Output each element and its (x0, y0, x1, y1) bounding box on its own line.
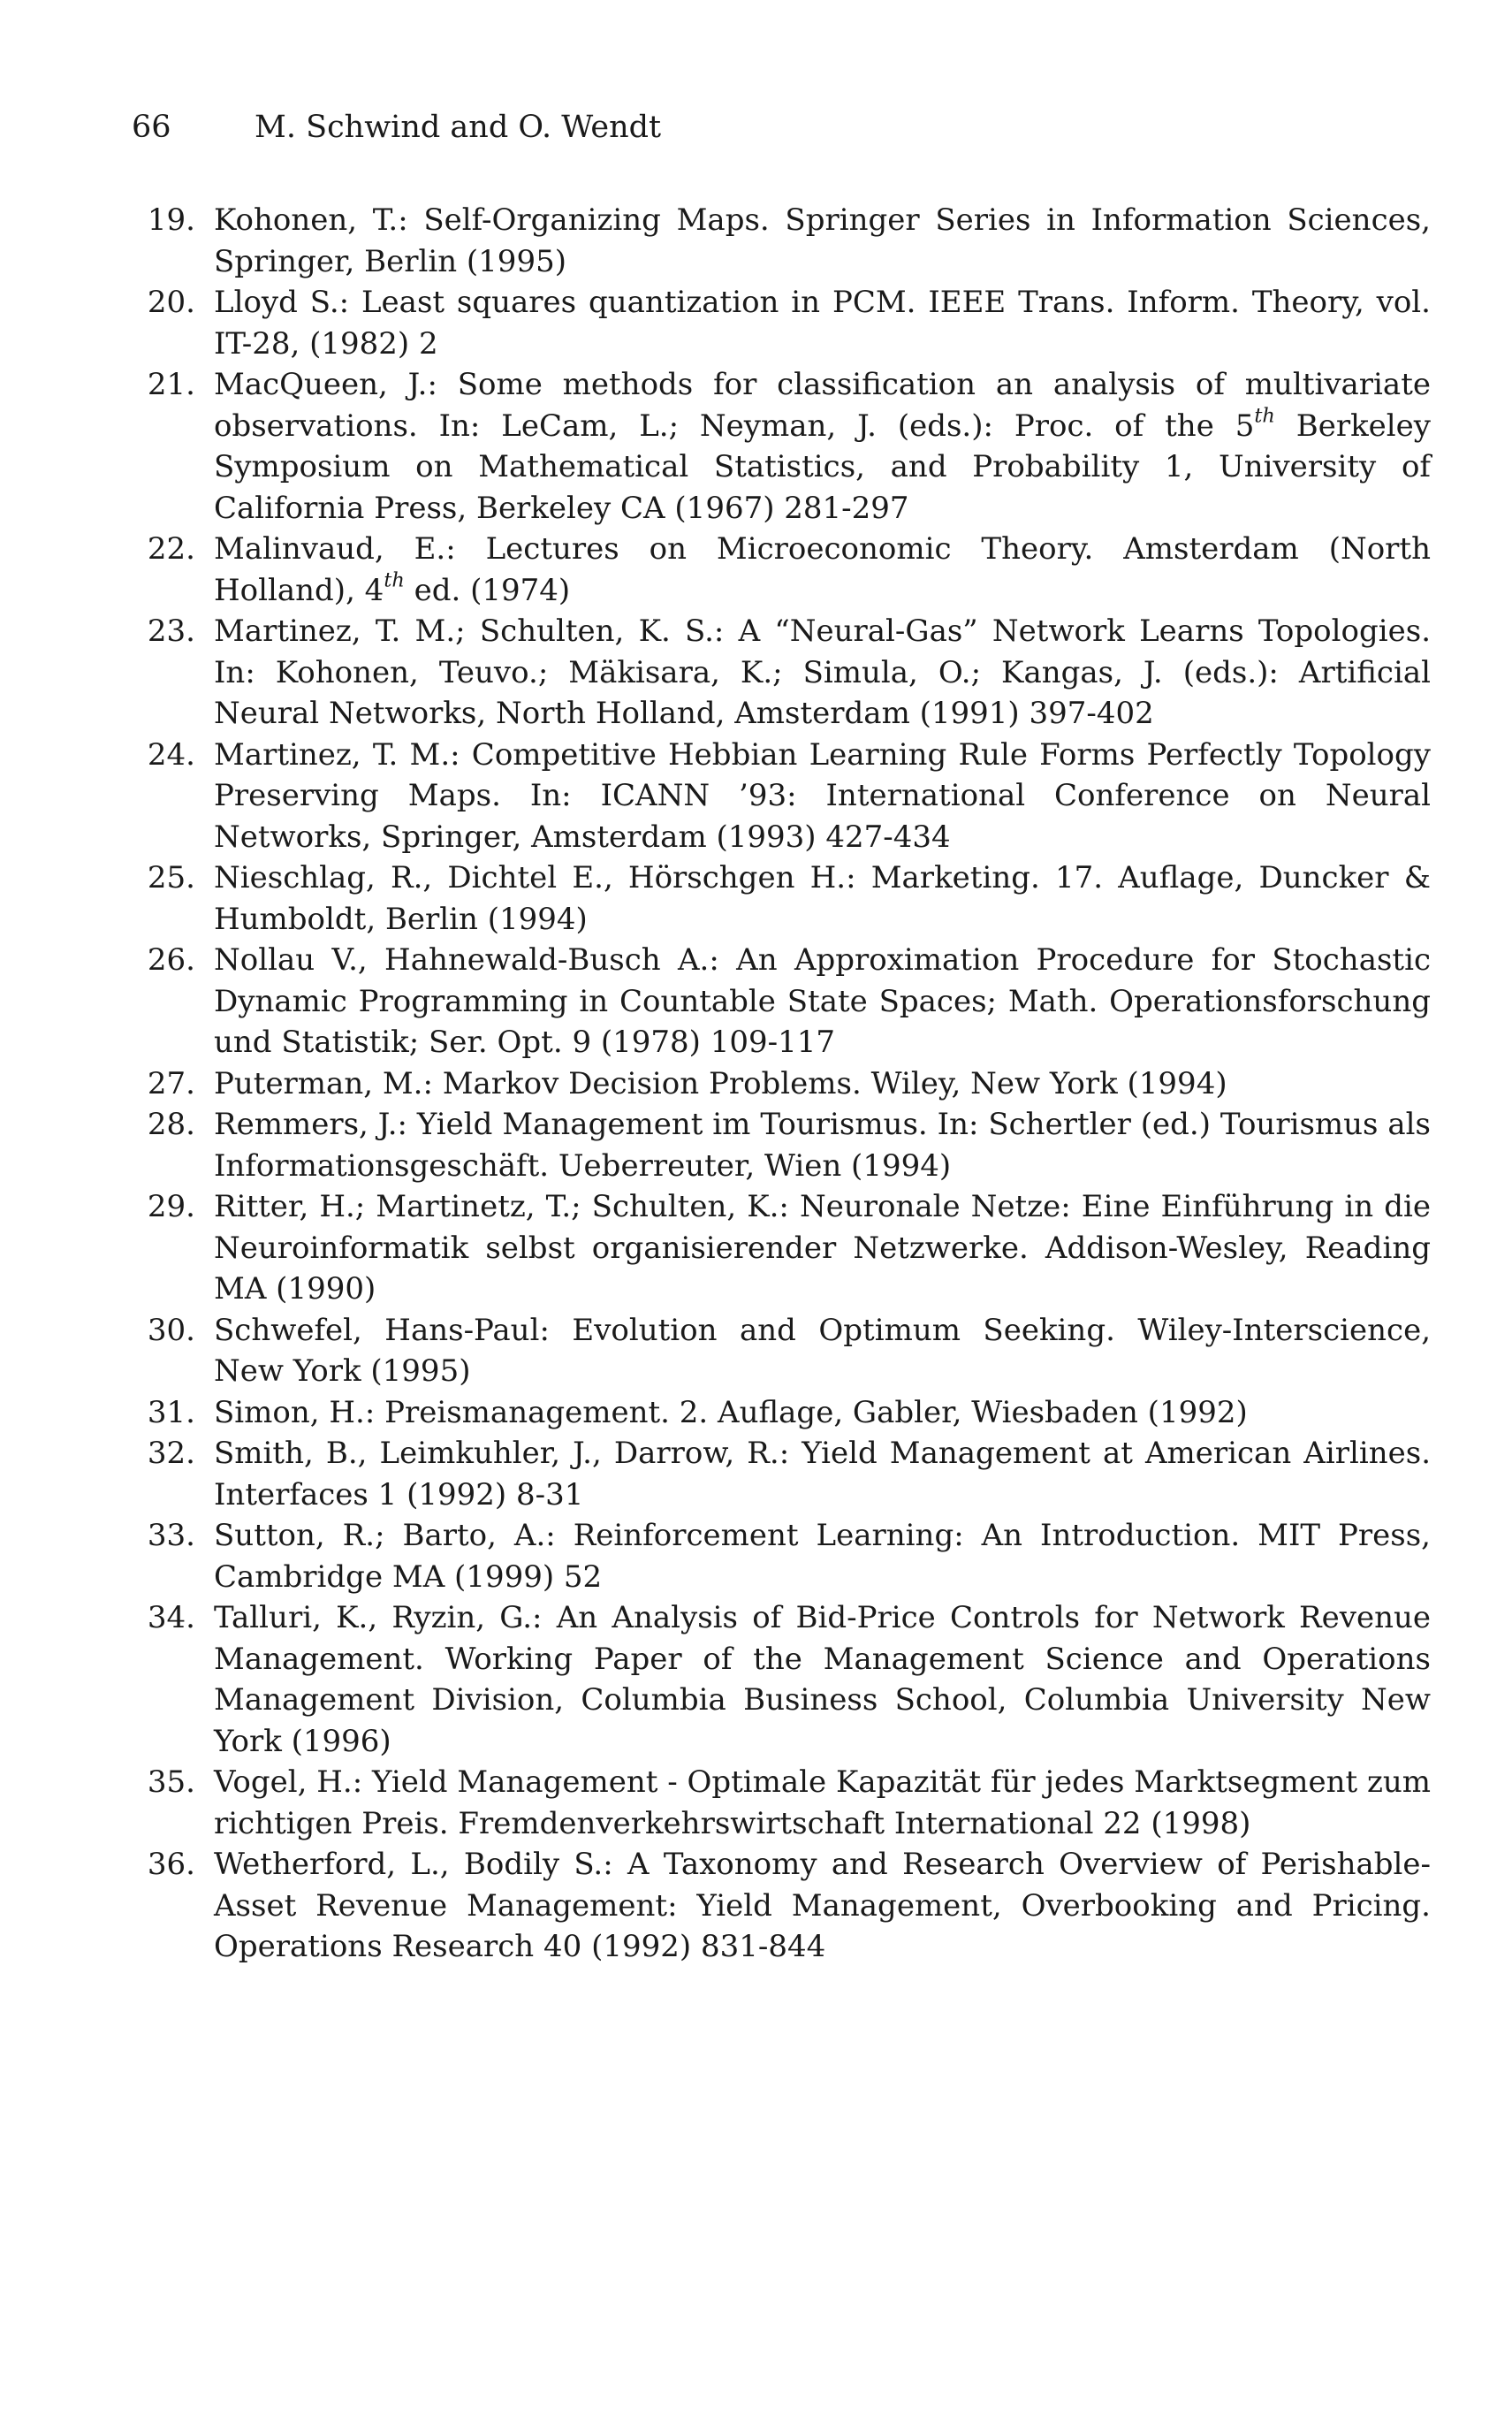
reference-item (132, 200, 1431, 282)
reference-item (132, 1433, 1431, 1515)
reference-text: Kohonen, T.: Self-Organizing Maps. Springer Series in Information Sciences, Springer, Berlin (1995) (214, 202, 1431, 279)
reference-item (132, 940, 1431, 1063)
reference-number: 29. (147, 1189, 195, 1224)
reference-item (132, 1310, 1431, 1392)
reference-number: 35. (147, 1764, 195, 1800)
reference-text: Wetherford, L., Bodily S.: A Taxonomy and Research Overview of Perishable-Asset Revenue Management: Yield Management, Overbooking and Pricing. Operations Research 40 (1992) 831-844 (214, 1847, 1431, 1964)
reference-item (132, 364, 1431, 529)
reference-number: 31. (147, 1394, 195, 1430)
reference-text: Puterman, M.: Markov Decision Problems. Wiley, New York (1994) (214, 1065, 1227, 1101)
reference-number: 23. (147, 613, 195, 649)
reference-number: 24. (147, 736, 195, 773)
reference-text: Schwefel, Hans-Paul: Evolution and Optimum Seeking. Wiley-Interscience, New York (1995) (214, 1312, 1431, 1389)
reference-text: Martinez, T. M.: Competitive Hebbian Learning Rule Forms Perfectly Topology Preserving Maps. In: ICANN ’93: International Conference on Neural Networks, Springer, Amsterdam (1993) 427-434 (214, 736, 1431, 855)
running-head-authors: M. Schwind and O. Wendt (255, 110, 662, 145)
reference-number: 21. (147, 367, 195, 402)
reference-text: Nollau V., Hahnewald-Busch A.: An Approximation Procedure for Stochastic Dynamic Programming in Countable State Spaces; Math. Operationsforschung und Statistik; Ser. Opt. 9 (1978) 109-117 (214, 942, 1431, 1060)
reference-text-part: MacQueen, J.: Some methods for classification an analysis of multivariate observations. In: LeCam, L.; Neyman, J. (eds.): Proc. of the 5 (214, 367, 1431, 444)
reference-item (132, 1104, 1431, 1186)
reference-number: 33. (147, 1518, 195, 1553)
reference-text-part: Malinvaud, E.: Lectures on Microeconomic Theory. Amsterdam (North Holland), 4 (214, 531, 1431, 608)
reference-number: 20. (147, 285, 195, 320)
reference-item (132, 611, 1431, 735)
reference-number: 30. (147, 1312, 195, 1348)
reference-item (132, 1762, 1431, 1844)
reference-text: Smith, B., Leimkuhler, J., Darrow, R.: Yield Management at American Airlines. Interfaces 1 (1992) 8-31 (214, 1436, 1431, 1512)
page-number: 66 (132, 110, 171, 145)
reference-item (132, 282, 1431, 364)
reference-item (132, 1063, 1431, 1105)
reference-number: 26. (147, 942, 195, 978)
reference-text: Sutton, R.; Barto, A.: Reinforcement Learning: An Introduction. MIT Press, Cambridge MA (1999) 52 (214, 1518, 1431, 1595)
reference-number: 34. (147, 1600, 195, 1635)
page-header (132, 106, 1431, 149)
reference-text: Simon, H.: Preismanagement. 2. Auflage, Gabler, Wiesbaden (1992) (214, 1394, 1248, 1430)
reference-item (132, 1844, 1431, 1968)
reference-text: Lloyd S.: Least squares quantization in PCM. IEEE Trans. Inform. Theory, vol. IT-28, (1982) 2 (214, 285, 1431, 362)
reference-text-part: ed. (1974) (404, 572, 571, 608)
reference-item (132, 1186, 1431, 1310)
reference-number: 19. (147, 202, 195, 238)
reference-text: Remmers, J.: Yield Management im Tourismus. In: Schertler (ed.) Tourismus als Informationsgeschäft. Ueberreuter, Wien (1994) (214, 1107, 1431, 1184)
reference-number: 28. (147, 1107, 195, 1142)
superscript: th (1254, 403, 1275, 427)
superscript: th (384, 568, 405, 591)
reference-item (132, 857, 1431, 940)
reference-number: 22. (147, 531, 195, 567)
reference-text (214, 364, 1431, 529)
reference-item (132, 1597, 1431, 1762)
reference-text: Martinez, T. M.; Schulten, K. S.: A “Neural-Gas” Network Learns Topologies. In: Kohonen, Teuvo.; Mäkisara, K.; Simula, O.; Kangas, J. (eds.): Artificial Neural Networks, North Holland, Amsterdam (1991) 397-402 (214, 613, 1431, 731)
reference-item (132, 735, 1431, 858)
reference-text-part: Berkeley Symposium on Mathematical Statistics, and Probability 1, University of California Press, Berkeley CA (1967) 281-297 (214, 408, 1431, 526)
reference-text: Vogel, H.: Yield Management - Optimale Kapazität für jedes Marktsegment zum richtigen Preis. Fremdenverkehrswirtschaft International 22 (1998) (214, 1764, 1431, 1841)
reference-number: 27. (147, 1065, 195, 1101)
reference-number: 25. (147, 860, 195, 895)
reference-text: Talluri, K., Ryzin, G.: An Analysis of Bid-Price Controls for Network Revenue Management. Working Paper of the Management Science and Operations Management Division, Columbia Business School, Columbia University New York (1996) (214, 1600, 1431, 1759)
reference-number: 36. (147, 1847, 195, 1882)
reference-item (132, 529, 1431, 611)
reference-list (132, 200, 1431, 1968)
reference-item (132, 1392, 1431, 1434)
reference-text (214, 529, 1431, 611)
reference-text: Ritter, H.; Martinetz, T.; Schulten, K.: Neuronale Netze: Eine Einführung in die Neuroinformatik selbst organisierender Netzwerke. Addison-Wesley, Reading MA (1990) (214, 1189, 1431, 1307)
reference-text: Nieschlag, R., Dichtel E., Hörschgen H.: Marketing. 17. Auflage, Duncker & Humboldt, Berlin (1994) (214, 860, 1431, 937)
reference-number: 32. (147, 1436, 195, 1471)
reference-item (132, 1515, 1431, 1597)
